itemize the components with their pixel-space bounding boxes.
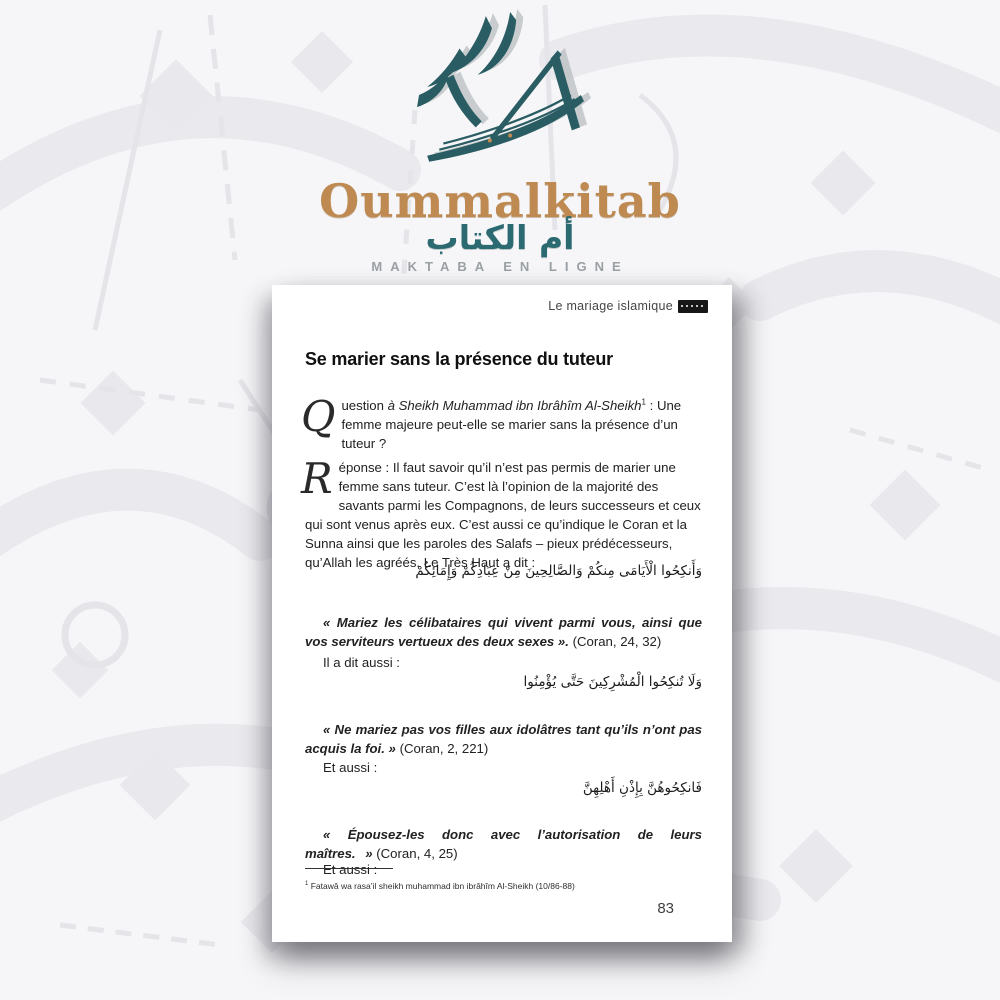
question-paragraph (301, 392, 702, 454)
translation-text: « Épousez-les donc avec l’autorisation de leurs maîtres. » (305, 827, 702, 862)
footnote-text: Fatawâ wa rasa’il sheikh muhammad ibn ibrâhîm Al-Sheikh (10/86-88) (310, 880, 575, 891)
quran-verse-translation-1 (305, 614, 702, 652)
translation-text: « Mariez les célibataires qui vivent parmi vous, ainsi que vos serviteurs vertueux des deux sexes ». (305, 615, 702, 650)
quran-verse-arabic-1: وَأَنكِحُوا الْأَيَامَى مِنكُمْ وَالصَّالِحِينَ مِنْ عِبَادِكُمْ وَإِمَائِكُمْ (415, 563, 702, 579)
follow-up-2: Et aussi : (323, 760, 378, 776)
response-text: éponse : Il faut savoir qu’il n’est pas permis de marier une femme sans tuteur. C’est là l’opinion de la majorité des savants parmi les Compagnons, de leurs successeurs et ceux qui sont venus après eux. C’est aussi ce qu’indique le Coran et la Sunna ainsi que les paroles des Salafs – pieux prédécesseurs, qu’Allah les agréés. Le Très Haut a dit : (305, 460, 701, 570)
footnote (305, 881, 702, 892)
footnote-marker: 1 (305, 880, 309, 887)
question-dropcap: Q (301, 392, 336, 442)
follow-up-1: Il a dit aussi : (323, 655, 400, 671)
brand-tagline: MAKTABA EN LIGNE (371, 259, 629, 274)
question-lead: uestion (341, 398, 388, 414)
book-page (272, 285, 732, 942)
footnote-rule (305, 868, 393, 869)
section-title: Se marier sans la présence du tuteur (305, 349, 613, 370)
response-paragraph (301, 454, 702, 572)
quran-reference: (Coran, 4, 25) (376, 846, 458, 862)
question-cite: à Sheikh Muhammad ibn Ibrâhîm Al-Sheikh (387, 398, 642, 414)
quran-reference: (Coran, 24, 32) (572, 634, 662, 650)
brand-logo-icon (385, 8, 615, 180)
page-number: 83 (657, 900, 674, 917)
follow-up-3: Et aussi : (323, 862, 378, 878)
footnote-marker: 1 (641, 397, 646, 407)
brand-wordmark: Oummalkitab (319, 174, 681, 228)
brand-header (0, 0, 1000, 274)
quran-verse-arabic-3: فَانكِحُوهُنَّ بِإِذْنِ أَهْلِهِنَّ (582, 780, 702, 796)
running-header (548, 299, 708, 313)
quran-verse-arabic-2: وَلَا تُنكِحُوا الْمُشْرِكِينَ حَتَّى يُؤْمِنُوا (523, 674, 702, 690)
translation-text: « Ne mariez pas vos filles aux idolâtres tant qu’ils n’ont pas acquis la foi. » (305, 722, 702, 757)
response-dropcap: R (301, 454, 333, 504)
question-rest: : Une femme majeure peut-elle se marier sans la présence d’un tuteur ? (341, 398, 682, 451)
brand-arabic-name: أم الكتاب (425, 218, 575, 257)
quran-reference: (Coran, 2, 221) (399, 741, 489, 757)
publisher-badge-icon (678, 300, 708, 313)
quran-verse-translation-3 (305, 826, 702, 864)
quran-verse-translation-2 (305, 721, 702, 759)
running-header-title: Le mariage islamique (548, 299, 673, 313)
